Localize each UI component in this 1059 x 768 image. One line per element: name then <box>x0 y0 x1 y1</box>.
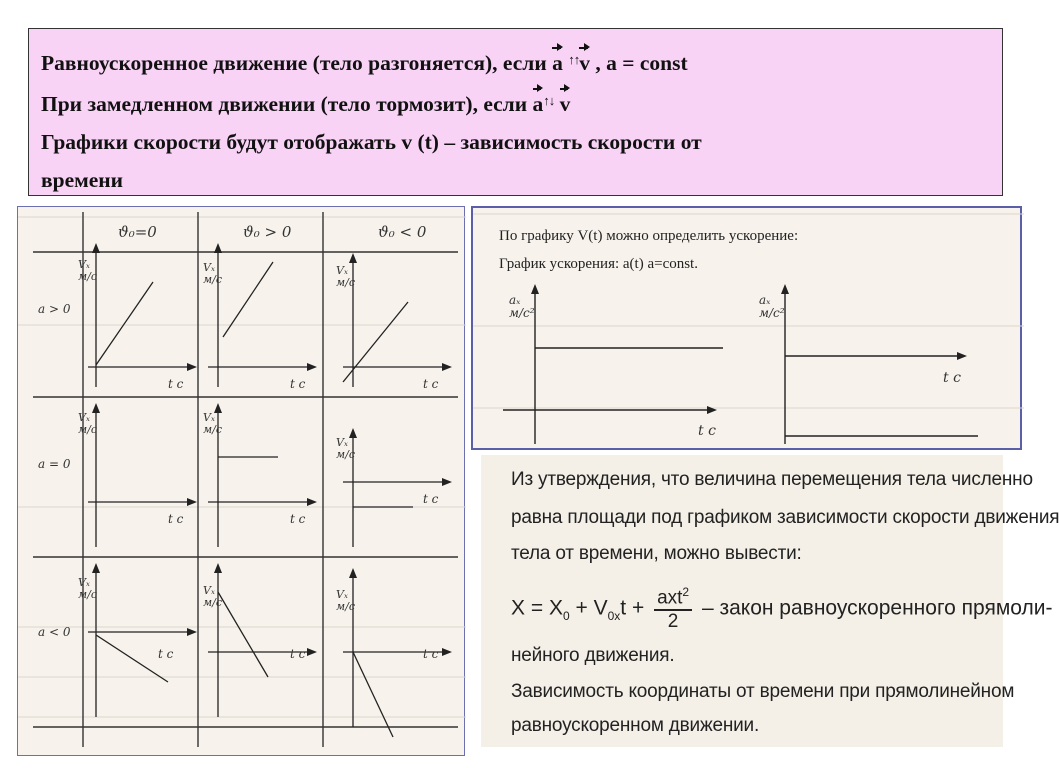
header-line1-prefix: Равноускоренное движение (тело разгоняется), если <box>41 51 553 75</box>
header-line1-suffix: , a = const <box>589 51 688 75</box>
x-axis-label: t c <box>290 647 306 661</box>
accel-x-axis-label: t c <box>698 423 716 439</box>
y-axis-label: Vₓ м/с <box>203 584 222 609</box>
y-axis-label: Vₓ м/с <box>203 261 222 286</box>
derivation-line-7: равноускоренном движении. <box>511 715 760 736</box>
x-axis-label: t c <box>290 512 306 526</box>
accel-y-axis-label: aₓ м/с² <box>759 293 785 320</box>
motion-formula: $X = X_0 + V_{0x}t$ + $\frac{axt^2}{2}$ – закон равноускоренного прямоли- <box>511 585 1053 633</box>
acceleration-graphs-scan <box>471 206 1022 450</box>
y-axis-label: Vₓ м/с <box>78 258 97 283</box>
column-header-v0-positive: ϑ₀ > 0 <box>243 223 292 241</box>
header-line-1 <box>41 41 990 82</box>
row-label-a-positive: a > 0 <box>38 302 71 316</box>
vector-a-2: a <box>533 85 544 123</box>
velocity-graphs-grid <box>18 207 466 757</box>
column-header-v0-negative: ϑ₀ < 0 <box>378 223 427 241</box>
derivation-scan <box>481 455 1059 747</box>
vector-v: v <box>579 44 590 82</box>
y-axis-label: Vₓ м/с <box>336 436 355 461</box>
accel-text-line-1: По графику V(t) можно определить ускорение: <box>499 228 799 244</box>
acceleration-graphs <box>473 208 1024 452</box>
vector-a: a <box>552 44 563 82</box>
derivation-line-2: равна площади под графиком зависимости скорости движения <box>511 507 1059 528</box>
x-axis-label: t c <box>423 647 439 661</box>
derivation-line-6: Зависимость координаты от времени при прямолинейном <box>511 681 1015 702</box>
velocity-graphs-scan <box>17 206 465 756</box>
derivation-line-1: Из утверждения, что величина перемещения тела численно <box>511 469 1033 490</box>
header-line-2 <box>41 82 990 123</box>
accel-text-line-2: График ускорения: a(t) a=const. <box>499 256 698 272</box>
x-axis-label: t c <box>423 492 439 506</box>
header-line2-prefix: При замедленном движении (тело тормозит), если <box>41 92 533 116</box>
header-box <box>28 28 1003 196</box>
y-axis-label: Vₓ м/с <box>203 411 222 436</box>
codirectional-symbol: ↑↑ <box>568 52 580 67</box>
accel-y-axis-label: aₓ м/с² <box>509 293 535 320</box>
header-line-3: Графики скорости будут отображать v (t) – зависимость скорости от <box>41 130 702 154</box>
row-label-a-negative: a < 0 <box>38 625 71 639</box>
derivation-line-3: тела от времени, можно вывести: <box>511 543 802 564</box>
row-label-a-zero: a = 0 <box>38 457 71 471</box>
column-header-v0-zero: ϑ₀=0 <box>118 223 157 241</box>
x-axis-label: t c <box>158 647 174 661</box>
x-axis-label: t c <box>168 512 184 526</box>
x-axis-label: t c <box>168 377 184 391</box>
accel-x-axis-label: t c <box>943 370 961 386</box>
y-axis-label: Vₓ м/с <box>336 588 355 613</box>
derivation-line-5: нейного движения. <box>511 645 675 666</box>
header-line-4: времени <box>41 168 124 192</box>
opposite-direction-symbol: ↑↓ <box>543 93 555 108</box>
y-axis-label: Vₓ м/с <box>336 264 355 289</box>
x-axis-label: t c <box>423 377 439 391</box>
x-axis-label: t c <box>290 377 306 391</box>
fraction: $\frac{axt^2}{2}$ <box>654 585 692 633</box>
y-axis-label: Vₓ м/с <box>78 576 97 601</box>
vector-v-2: v <box>560 85 571 123</box>
y-axis-label: Vₓ м/с <box>78 411 97 436</box>
